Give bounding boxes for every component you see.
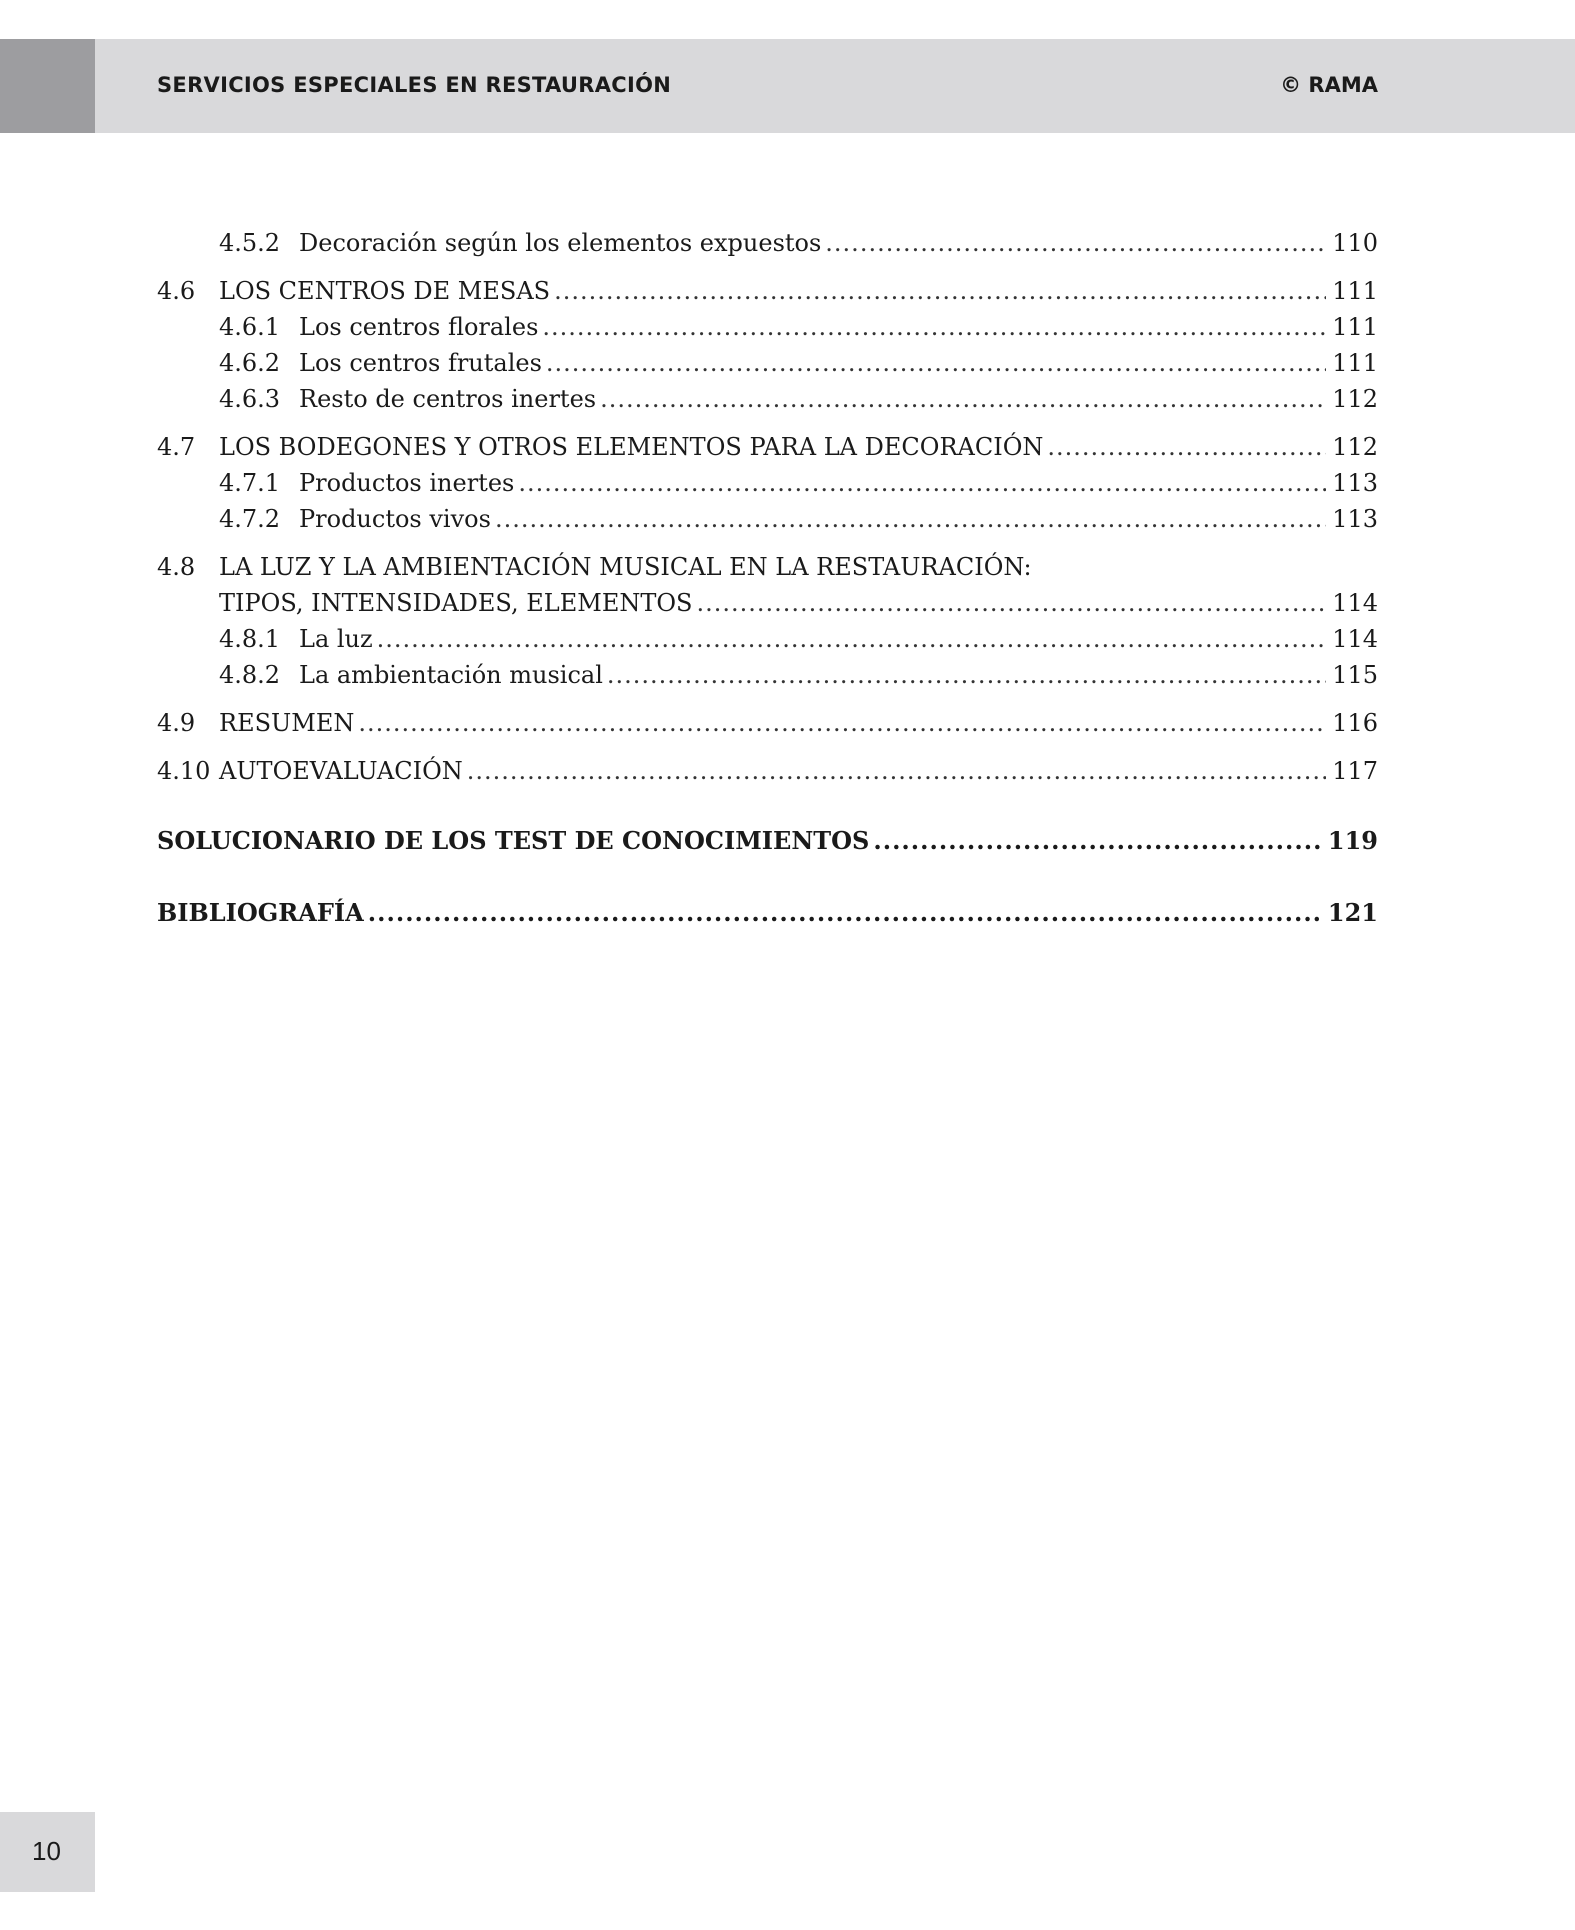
- toc-entry-4-7-2[interactable]: [157, 501, 1378, 537]
- toc-entry-4-8-1[interactable]: [157, 621, 1378, 657]
- dot-leader: [696, 585, 1326, 621]
- toc-page: 114: [1332, 625, 1378, 653]
- dot-leader: [600, 381, 1326, 417]
- toc-number: 4.6.1: [219, 313, 281, 341]
- toc-entry-4-9[interactable]: [157, 705, 1378, 741]
- toc-title: Productos vivos: [299, 505, 491, 533]
- dot-leader: [542, 309, 1326, 345]
- toc-chapter-title: SOLUCIONARIO DE LOS TEST DE CONOCIMIENTOS: [157, 826, 870, 855]
- toc-chapter-solucionario[interactable]: [157, 821, 1378, 861]
- toc-title: RESUMEN: [219, 709, 355, 737]
- dot-leader: [546, 345, 1326, 381]
- toc-number: 4.8.1: [219, 625, 281, 653]
- dot-leader: [825, 225, 1326, 261]
- toc-page: 112: [1332, 433, 1378, 461]
- toc-entry-4-7[interactable]: [157, 429, 1378, 465]
- toc-number: 4.6.3: [219, 385, 281, 413]
- dot-leader: [368, 893, 1322, 933]
- toc-title: LA LUZ Y LA AMBIENTACIÓN MUSICAL EN LA RESTAURACIÓN:: [219, 553, 1032, 581]
- toc-number: 4.10: [157, 757, 211, 785]
- toc-number: 4.8: [157, 553, 196, 581]
- dot-leader: [873, 821, 1322, 861]
- toc-title: Los centros florales: [299, 313, 539, 341]
- dot-leader: [607, 657, 1326, 693]
- toc-page: 113: [1332, 505, 1378, 533]
- toc-page: 110: [1332, 229, 1378, 257]
- dot-leader: [467, 753, 1326, 789]
- toc-number: 4.5.2: [219, 229, 281, 257]
- toc-page: 117: [1332, 757, 1378, 785]
- toc-number: 4.9: [157, 709, 196, 737]
- toc-number: 4.7.2: [219, 505, 281, 533]
- toc-title: AUTOEVALUACIÓN: [219, 757, 463, 785]
- dot-leader: [1047, 429, 1326, 465]
- toc-entry-4-6[interactable]: [157, 273, 1378, 309]
- toc-title: Los centros frutales: [299, 349, 542, 377]
- toc-number: 4.7: [157, 433, 196, 461]
- toc-entry-4-7-1[interactable]: [157, 465, 1378, 501]
- toc-title-continuation: TIPOS, INTENSIDADES, ELEMENTOS: [219, 589, 693, 617]
- toc-entry-4-8-continued[interactable]: [157, 585, 1378, 621]
- toc-number: 4.8.2: [219, 661, 281, 689]
- toc-title: La luz: [299, 625, 373, 653]
- running-header-title: SERVICIOS ESPECIALES EN RESTAURACIÓN: [157, 73, 672, 97]
- toc-page: 114: [1332, 589, 1378, 617]
- toc-entry-4-6-1[interactable]: [157, 309, 1378, 345]
- toc-number: 4.6: [157, 277, 196, 305]
- running-header-copyright: © RAMA: [1280, 73, 1378, 97]
- toc-entry-4-8[interactable]: [157, 549, 1378, 585]
- toc-page: 111: [1332, 313, 1378, 341]
- toc-page: 111: [1332, 277, 1378, 305]
- header-color-block: [0, 39, 95, 133]
- dot-leader: [554, 273, 1326, 309]
- toc-page: 112: [1332, 385, 1378, 413]
- toc-entry-4-5-2[interactable]: [157, 225, 1378, 261]
- dot-leader: [518, 465, 1326, 501]
- toc-page: 121: [1327, 898, 1378, 927]
- dot-leader: [377, 621, 1327, 657]
- toc-entry-4-6-3[interactable]: [157, 381, 1378, 417]
- toc-number: 4.6.2: [219, 349, 281, 377]
- toc-chapter-bibliografia[interactable]: [157, 893, 1378, 933]
- toc-chapter-title: BIBLIOGRAFÍA: [157, 898, 364, 927]
- toc-title: Productos inertes: [299, 469, 515, 497]
- dot-leader: [358, 705, 1326, 741]
- toc-title: LOS BODEGONES Y OTROS ELEMENTOS PARA LA DECORACIÓN: [219, 433, 1044, 461]
- toc-number: 4.7.1: [219, 469, 281, 497]
- toc-title: LOS CENTROS DE MESAS: [219, 277, 551, 305]
- toc-title: Resto de centros inertes: [299, 385, 597, 413]
- toc-page: 119: [1327, 826, 1378, 855]
- toc-entry-4-6-2[interactable]: [157, 345, 1378, 381]
- toc-page: 111: [1332, 349, 1378, 377]
- table-of-contents: [157, 225, 1378, 933]
- toc-entry-4-8-2[interactable]: [157, 657, 1378, 693]
- toc-page: 113: [1332, 469, 1378, 497]
- toc-page: 116: [1332, 709, 1378, 737]
- page-number: 10: [32, 1836, 61, 1866]
- toc-title: Decoración según los elementos expuestos: [299, 229, 822, 257]
- dot-leader: [495, 501, 1326, 537]
- toc-title: La ambientación musical: [299, 661, 603, 689]
- toc-entry-4-10[interactable]: [157, 753, 1378, 789]
- toc-page: 115: [1332, 661, 1378, 689]
